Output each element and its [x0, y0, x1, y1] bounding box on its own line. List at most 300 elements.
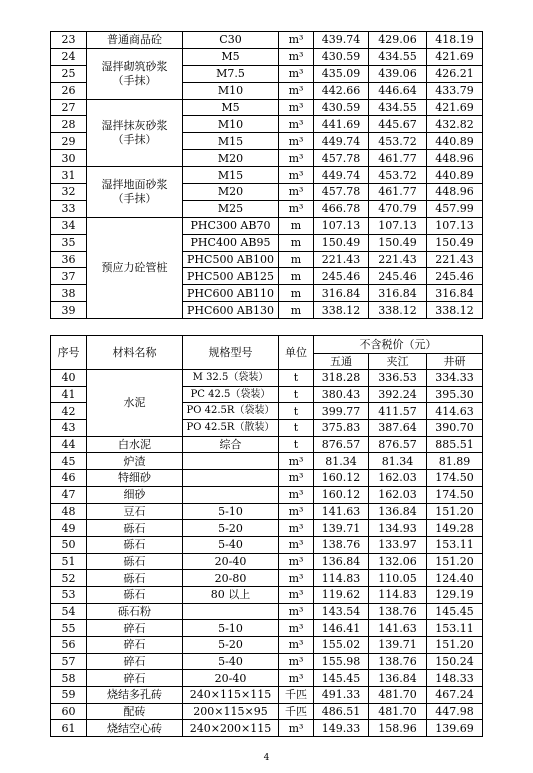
- price-wutong: 138.76: [314, 536, 369, 553]
- unit: m: [279, 234, 314, 251]
- unit: m³: [279, 637, 314, 654]
- price-wutong: 155.02: [314, 637, 369, 654]
- table-row: [51, 653, 483, 670]
- material-name: 碎石: [87, 653, 183, 670]
- unit: m³: [279, 453, 314, 470]
- price-wutong: 81.34: [314, 453, 369, 470]
- price-jingyan: 457.99: [427, 200, 483, 217]
- row-number: 24: [51, 48, 87, 65]
- table-row: [51, 99, 483, 116]
- price-jingyan: 440.89: [427, 133, 483, 150]
- spec: PO 42.5R（袋装）: [183, 403, 279, 420]
- price-jingyan: 885.51: [427, 436, 483, 453]
- table-row: [51, 486, 483, 503]
- table-row: [51, 603, 483, 620]
- price-jingyan: 124.40: [427, 570, 483, 587]
- spec: 综合: [183, 436, 279, 453]
- price-wutong: 149.33: [314, 720, 369, 737]
- row-number: 56: [51, 637, 87, 654]
- price-wutong: 107.13: [314, 217, 369, 234]
- material-name: [87, 167, 183, 218]
- table-row: [51, 586, 483, 603]
- price-jiajiang: 336.53: [369, 370, 427, 387]
- row-number: 53: [51, 586, 87, 603]
- price-wutong: 150.49: [314, 234, 369, 251]
- price-jingyan: 145.45: [427, 603, 483, 620]
- price-jiajiang: 461.77: [369, 184, 427, 201]
- price-jingyan: 148.33: [427, 670, 483, 687]
- price-wutong: 491.33: [314, 687, 369, 704]
- header-wutong: 五通: [314, 354, 369, 370]
- spec: PO 42.5R（散装）: [183, 420, 279, 437]
- row-number: 41: [51, 386, 87, 403]
- spec: PHC600 AB110: [183, 285, 279, 302]
- spec: M15: [183, 167, 279, 184]
- price-wutong: 316.84: [314, 285, 369, 302]
- price-wutong: 375.83: [314, 420, 369, 437]
- price-jiajiang: 132.06: [369, 553, 427, 570]
- row-number: 48: [51, 503, 87, 520]
- unit: m³: [279, 620, 314, 637]
- spec: [183, 470, 279, 487]
- spec: 5-40: [183, 653, 279, 670]
- row-number: 23: [51, 32, 87, 49]
- price-jingyan: 153.11: [427, 620, 483, 637]
- unit: m: [279, 285, 314, 302]
- material-name: [87, 48, 183, 99]
- table-row: [51, 503, 483, 520]
- spec: 5-10: [183, 503, 279, 520]
- table-row: [51, 553, 483, 570]
- material-name: 细砂: [87, 486, 183, 503]
- price-jiajiang: 481.70: [369, 687, 427, 704]
- unit: 千匹: [279, 703, 314, 720]
- price-jingyan: 432.82: [427, 116, 483, 133]
- unit: m³: [279, 653, 314, 670]
- row-number: 33: [51, 200, 87, 217]
- table-row: [51, 670, 483, 687]
- header-material-name: 材料名称: [87, 336, 183, 370]
- price-jiajiang: 114.83: [369, 586, 427, 603]
- price-jiajiang: 141.63: [369, 620, 427, 637]
- spec: PC 42.5（袋装）: [183, 386, 279, 403]
- price-jingyan: 334.33: [427, 370, 483, 387]
- row-number: 55: [51, 620, 87, 637]
- spec: PHC500 AB100: [183, 251, 279, 268]
- price-jingyan: 150.49: [427, 234, 483, 251]
- row-number: 51: [51, 553, 87, 570]
- table-row: [51, 720, 483, 737]
- material-name: 配砖: [87, 703, 183, 720]
- price-jingyan: 421.69: [427, 99, 483, 116]
- price-wutong: 160.12: [314, 486, 369, 503]
- price-jiajiang: 387.64: [369, 420, 427, 437]
- material-name: 砾石粉: [87, 603, 183, 620]
- price-jiajiang: 150.49: [369, 234, 427, 251]
- spec: M5: [183, 99, 279, 116]
- price-jingyan: 139.69: [427, 720, 483, 737]
- price-jingyan: 151.20: [427, 503, 483, 520]
- header-unit: 单位: [279, 336, 314, 370]
- price-jiajiang: 439.06: [369, 65, 427, 82]
- price-jiajiang: 133.97: [369, 536, 427, 553]
- spec: M7.5: [183, 65, 279, 82]
- row-number: 46: [51, 470, 87, 487]
- spec: 5-40: [183, 536, 279, 553]
- table-row: [51, 436, 483, 453]
- material-name: [87, 99, 183, 167]
- price-jiajiang: 139.71: [369, 637, 427, 654]
- header-price-group: 不含税价（元）: [314, 336, 483, 354]
- unit: m³: [279, 536, 314, 553]
- price-jingyan: 129.19: [427, 586, 483, 603]
- page-number: 4: [263, 753, 270, 763]
- price-jingyan: 414.63: [427, 403, 483, 420]
- spec: 200×115×95: [183, 703, 279, 720]
- spec: M20: [183, 150, 279, 167]
- material-name: 烧结多孔砖: [87, 687, 183, 704]
- table-row: [51, 687, 483, 704]
- price-table-continued: [50, 31, 483, 319]
- price-jingyan: 174.50: [427, 486, 483, 503]
- row-number: 34: [51, 217, 87, 234]
- price-wutong: 380.43: [314, 386, 369, 403]
- material-name: 砾石: [87, 586, 183, 603]
- price-jingyan: 440.89: [427, 167, 483, 184]
- price-jiajiang: 461.77: [369, 150, 427, 167]
- unit: m³: [279, 32, 314, 49]
- unit: m³: [279, 48, 314, 65]
- price-jiajiang: 245.46: [369, 268, 427, 285]
- price-jingyan: 245.46: [427, 268, 483, 285]
- unit: m³: [279, 470, 314, 487]
- table-row: [51, 32, 483, 49]
- price-wutong: 449.74: [314, 167, 369, 184]
- price-wutong: 143.54: [314, 603, 369, 620]
- row-number: 28: [51, 116, 87, 133]
- price-jingyan: 153.11: [427, 536, 483, 553]
- price-wutong: 155.98: [314, 653, 369, 670]
- price-jingyan: 421.69: [427, 48, 483, 65]
- row-number: 61: [51, 720, 87, 737]
- material-name-line1: 湿拌砌筑砂浆: [101, 60, 168, 74]
- row-number: 31: [51, 167, 87, 184]
- table-row: [51, 167, 483, 184]
- spec: 5-20: [183, 637, 279, 654]
- unit: t: [279, 403, 314, 420]
- price-table: [50, 335, 483, 737]
- unit: 千匹: [279, 687, 314, 704]
- spec: PHC300 AB70: [183, 217, 279, 234]
- material-name: 白水泥: [87, 436, 183, 453]
- header-jingyan: 井研: [427, 354, 483, 370]
- table-row: [51, 470, 483, 487]
- row-number: 29: [51, 133, 87, 150]
- price-jiajiang: 162.03: [369, 486, 427, 503]
- price-jingyan: 447.98: [427, 703, 483, 720]
- price-jiajiang: 110.05: [369, 570, 427, 587]
- unit: t: [279, 386, 314, 403]
- row-number: 37: [51, 268, 87, 285]
- row-number: 38: [51, 285, 87, 302]
- price-jingyan: 151.20: [427, 637, 483, 654]
- spec: 20-40: [183, 553, 279, 570]
- price-jingyan: 418.19: [427, 32, 483, 49]
- price-wutong: 338.12: [314, 302, 369, 319]
- price-wutong: 139.71: [314, 520, 369, 537]
- row-number: 43: [51, 420, 87, 437]
- price-wutong: 439.74: [314, 32, 369, 49]
- unit: m³: [279, 720, 314, 737]
- price-wutong: 457.78: [314, 150, 369, 167]
- header-spec: 规格型号: [183, 336, 279, 370]
- price-jingyan: 149.28: [427, 520, 483, 537]
- spec: M25: [183, 200, 279, 217]
- row-number: 25: [51, 65, 87, 82]
- price-jingyan: 338.12: [427, 302, 483, 319]
- price-jiajiang: 138.76: [369, 603, 427, 620]
- price-jingyan: 426.21: [427, 65, 483, 82]
- price-wutong: 435.09: [314, 65, 369, 82]
- unit: m³: [279, 586, 314, 603]
- price-jiajiang: 429.06: [369, 32, 427, 49]
- price-jiajiang: 411.57: [369, 403, 427, 420]
- row-number: 36: [51, 251, 87, 268]
- unit: m: [279, 268, 314, 285]
- price-wutong: 399.77: [314, 403, 369, 420]
- spec: M5: [183, 48, 279, 65]
- row-number: 57: [51, 653, 87, 670]
- price-jiajiang: 138.76: [369, 653, 427, 670]
- price-jingyan: 390.70: [427, 420, 483, 437]
- material-name: 烧结空心砖: [87, 720, 183, 737]
- unit: t: [279, 420, 314, 437]
- unit: t: [279, 370, 314, 387]
- table-row: [51, 703, 483, 720]
- material-name-line2: （手抹）: [112, 74, 157, 88]
- price-wutong: 119.62: [314, 586, 369, 603]
- price-jiajiang: 81.34: [369, 453, 427, 470]
- row-number: 47: [51, 486, 87, 503]
- price-jiajiang: 136.84: [369, 503, 427, 520]
- spec: PHC500 AB125: [183, 268, 279, 285]
- price-jiajiang: 158.96: [369, 720, 427, 737]
- table-row: [51, 217, 483, 234]
- spec: 80 以上: [183, 586, 279, 603]
- table-row: [51, 536, 483, 553]
- row-number: 35: [51, 234, 87, 251]
- price-jiajiang: 445.67: [369, 116, 427, 133]
- spec: M10: [183, 82, 279, 99]
- unit: m³: [279, 65, 314, 82]
- unit: m³: [279, 150, 314, 167]
- price-jiajiang: 453.72: [369, 133, 427, 150]
- unit: m: [279, 302, 314, 319]
- price-jingyan: 150.24: [427, 653, 483, 670]
- price-jingyan: 448.96: [427, 150, 483, 167]
- price-jingyan: 448.96: [427, 184, 483, 201]
- spec: M15: [183, 133, 279, 150]
- header-jiajiang: 夹江: [369, 354, 427, 370]
- unit: m³: [279, 486, 314, 503]
- price-wutong: 245.46: [314, 268, 369, 285]
- table-row: [51, 453, 483, 470]
- material-name: 砾石: [87, 553, 183, 570]
- row-number: 27: [51, 99, 87, 116]
- price-wutong: 430.59: [314, 99, 369, 116]
- material-name: 预应力砼管桩: [87, 217, 183, 318]
- price-wutong: 318.28: [314, 370, 369, 387]
- spec: [183, 486, 279, 503]
- spec: 20-40: [183, 670, 279, 687]
- spec: C30: [183, 32, 279, 49]
- price-wutong: 430.59: [314, 48, 369, 65]
- material-name: 砾石: [87, 536, 183, 553]
- table-row: [51, 570, 483, 587]
- unit: m³: [279, 133, 314, 150]
- unit: m³: [279, 116, 314, 133]
- price-wutong: 141.63: [314, 503, 369, 520]
- price-jingyan: 316.84: [427, 285, 483, 302]
- price-jiajiang: 221.43: [369, 251, 427, 268]
- price-wutong: 442.66: [314, 82, 369, 99]
- price-wutong: 160.12: [314, 470, 369, 487]
- table-row: [51, 370, 483, 387]
- unit: m³: [279, 603, 314, 620]
- row-number: 59: [51, 687, 87, 704]
- spec: [183, 453, 279, 470]
- row-number: 30: [51, 150, 87, 167]
- price-jiajiang: 876.57: [369, 436, 427, 453]
- spec: M20: [183, 184, 279, 201]
- price-wutong: 486.51: [314, 703, 369, 720]
- row-number: 44: [51, 436, 87, 453]
- unit: t: [279, 436, 314, 453]
- table-row: [51, 520, 483, 537]
- material-name: 水泥: [87, 370, 183, 437]
- price-jingyan: 107.13: [427, 217, 483, 234]
- price-wutong: 221.43: [314, 251, 369, 268]
- price-wutong: 145.45: [314, 670, 369, 687]
- material-name: 砾石: [87, 520, 183, 537]
- unit: m³: [279, 184, 314, 201]
- spec: 240×200×115: [183, 720, 279, 737]
- material-name: 炉渣: [87, 453, 183, 470]
- spec: M10: [183, 116, 279, 133]
- material-name: 豆石: [87, 503, 183, 520]
- spec: [183, 603, 279, 620]
- price-wutong: 449.74: [314, 133, 369, 150]
- unit: m³: [279, 167, 314, 184]
- unit: m³: [279, 520, 314, 537]
- price-jingyan: 395.30: [427, 386, 483, 403]
- row-number: 60: [51, 703, 87, 720]
- price-wutong: 457.78: [314, 184, 369, 201]
- price-jiajiang: 481.70: [369, 703, 427, 720]
- table-row: [51, 620, 483, 637]
- material-name: 碎石: [87, 620, 183, 637]
- price-wutong: 146.41: [314, 620, 369, 637]
- material-name-line2: （手抹）: [112, 133, 157, 147]
- material-name: 普通商品砼: [87, 32, 183, 49]
- unit: m: [279, 217, 314, 234]
- spec: 240×115×115: [183, 687, 279, 704]
- material-name: 碎石: [87, 670, 183, 687]
- price-wutong: 114.83: [314, 570, 369, 587]
- material-name-line1: 湿拌抹灰砂浆: [101, 119, 168, 133]
- price-jiajiang: 338.12: [369, 302, 427, 319]
- material-name: 特细砂: [87, 470, 183, 487]
- price-jingyan: 174.50: [427, 470, 483, 487]
- row-number: 40: [51, 370, 87, 387]
- price-jiajiang: 453.72: [369, 167, 427, 184]
- row-number: 49: [51, 520, 87, 537]
- unit: m³: [279, 570, 314, 587]
- row-number: 39: [51, 302, 87, 319]
- spec: PHC600 AB130: [183, 302, 279, 319]
- price-wutong: 876.57: [314, 436, 369, 453]
- price-jiajiang: 470.79: [369, 200, 427, 217]
- header-no: 序号: [51, 336, 87, 370]
- spec: 5-10: [183, 620, 279, 637]
- spec: 5-20: [183, 520, 279, 537]
- row-number: 32: [51, 184, 87, 201]
- spec: 20-80: [183, 570, 279, 587]
- material-name: 砾石: [87, 570, 183, 587]
- unit: m³: [279, 82, 314, 99]
- spec: PHC400 AB95: [183, 234, 279, 251]
- price-wutong: 466.78: [314, 200, 369, 217]
- row-number: 58: [51, 670, 87, 687]
- row-number: 42: [51, 403, 87, 420]
- price-jingyan: 81.89: [427, 453, 483, 470]
- unit: m³: [279, 503, 314, 520]
- table-row: [51, 48, 483, 65]
- price-jiajiang: 162.03: [369, 470, 427, 487]
- unit: m³: [279, 200, 314, 217]
- price-jiajiang: 446.64: [369, 82, 427, 99]
- material-name-line1: 湿拌地面砂浆: [101, 178, 168, 192]
- row-number: 50: [51, 536, 87, 553]
- price-jiajiang: 316.84: [369, 285, 427, 302]
- price-jingyan: 221.43: [427, 251, 483, 268]
- table-row: [51, 637, 483, 654]
- unit: m³: [279, 670, 314, 687]
- row-number: 26: [51, 82, 87, 99]
- price-jingyan: 433.79: [427, 82, 483, 99]
- row-number: 54: [51, 603, 87, 620]
- unit: m³: [279, 553, 314, 570]
- price-wutong: 136.84: [314, 553, 369, 570]
- price-jingyan: 467.24: [427, 687, 483, 704]
- material-name-line2: （手抹）: [112, 192, 157, 206]
- price-jingyan: 151.20: [427, 553, 483, 570]
- unit: m: [279, 251, 314, 268]
- price-jiajiang: 392.24: [369, 386, 427, 403]
- price-jiajiang: 434.55: [369, 99, 427, 116]
- header-row: [51, 336, 483, 354]
- spec: M 32.5（袋装）: [183, 370, 279, 387]
- price-jiajiang: 134.93: [369, 520, 427, 537]
- material-name: 碎石: [87, 637, 183, 654]
- unit: m³: [279, 99, 314, 116]
- price-wutong: 441.69: [314, 116, 369, 133]
- row-number: 52: [51, 570, 87, 587]
- price-jiajiang: 136.84: [369, 670, 427, 687]
- price-jiajiang: 434.55: [369, 48, 427, 65]
- row-number: 45: [51, 453, 87, 470]
- price-jiajiang: 107.13: [369, 217, 427, 234]
